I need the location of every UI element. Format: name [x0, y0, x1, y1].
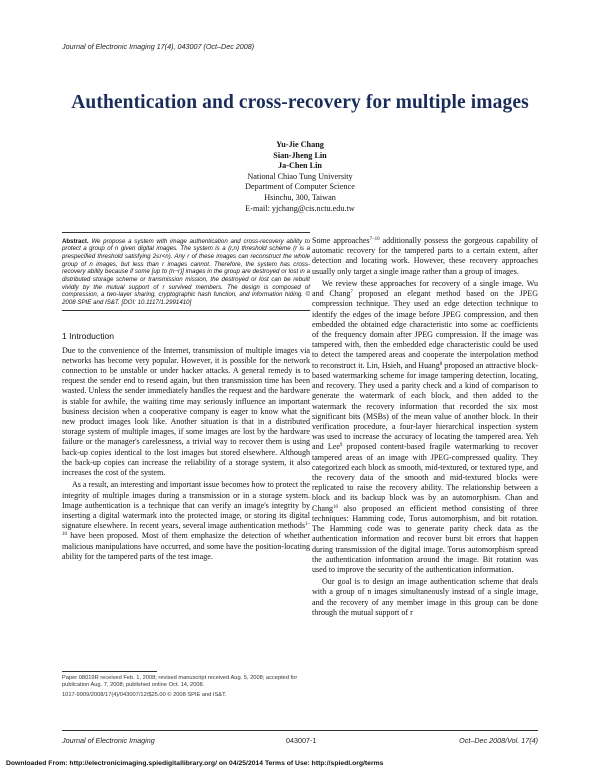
- affiliation-line: Hsinchu, 300, Taiwan: [264, 192, 336, 202]
- citation-ref[interactable]: 9: [339, 443, 343, 449]
- citation-ref[interactable]: 7–10: [369, 237, 380, 242]
- footer-issue: Oct–Dec 2008/Vol. 17(4): [459, 736, 538, 745]
- paragraph-text: proposed an elegant method based on the JPEG compression technique. They used an edge detection technique to identify the edges of the image before JPEG compression, and then embedded the obtained edge characteristic into some ac coefficients of the frequency domain after JPEG compression. If the image was tampered with, then the embedded edge characteristic could be used to detect the tampered areas and cooperate the interpolation method to reconstruct it. Lin, Hsieh, and Huang: [312, 289, 539, 370]
- section-heading: 1 Introduction: [62, 330, 115, 341]
- introduction-body: [62, 346, 310, 563]
- footnote-received: Paper 08019R received Feb. 1, 2008; revised manuscript received Aug. 5, 2008; accepted for publication Aug. 7, 2008; published online Oct. 14, 2008.: [62, 674, 298, 688]
- download-notice: Downloaded From: http://electronicimaging.spiedigitallibrary.org/ on 04/25/2014 Terms of Use: http://spiedl.org/terms: [6, 760, 384, 767]
- abstract-doi: [DOI: 10.1117/1.2991410]: [121, 299, 192, 307]
- page-number: 043007-1: [286, 736, 317, 745]
- footnote-block: [62, 671, 310, 700]
- author-block: [0, 140, 600, 214]
- abstract: [62, 238, 310, 307]
- abstract-text: We propose a system with image authentication and cross-recovery ability to protect a group of n given digital images. The system is a (r,n) threshold scheme (r is a prespecified threshold satisfying 2≤r<n). Any r of these images can reconstruct the whole group of n images, but less than r images cannot. Therefore, the system has cross-recovery ability because if some [up to (n−r)] images in the group are destroyed or lost in a distributed storage scheme or transmission mission, the destroyed or lost can be rebuilt vividly by the mutual support of r survived members. The design is composed of compression, a two-layer sharing, cryptographic hash function, and information hiding. © 2008 SPIE and IS&T.: [62, 237, 310, 307]
- paragraph-text: proposed an attractive block-based watermarking scheme for image tampering detection, locating, and recovery. They used a parity check and a kind of comparison to generate the watermark of each block, and then added to the watermark the recovery information that recorded the six most significant bits (MSBs) of the mean value of another block. In their verification procedure, a four-layer hierarchical inspection system was used to increase the accuracy of locating the tampered area. Yeh and Lee: [312, 360, 538, 452]
- paragraph: [312, 236, 538, 277]
- citation-ref[interactable]: 7: [350, 290, 353, 296]
- paragraph-text: As a result, an interesting and important issue becomes how to protect the integrity of multiple images during a transmission or in a storage system. Image authentication is a technique that can verify an image's integrity by inserting a digital watermark into the protected image, or storing its digital signature elsewhere. In recent years, several image authentication methods: [62, 480, 310, 531]
- paragraph-text: additionally possess the gorgeous capability of automatic recovery for the tampered parts to a certain extent, after detection and locating work. However, these recovery approaches usually only target a single image rather than a group of images.: [312, 236, 538, 276]
- author-name: Ja-Chen Lin: [278, 161, 322, 171]
- paragraph-text: proposed content-based fragile watermarking to recover tampered areas of an image with JPEG-compressed quality. They categorized each block as smooth, mid-textured, or textured type, and the recovery data of the smooth and mid-textured blocks were replicated to raise the recovery ability. The relationship between a block and its backup block was by an automorphism. Chan and Chang: [312, 442, 538, 513]
- footer-journal: Journal of Electronic Imaging: [62, 736, 155, 745]
- paragraph-text: also proposed an efficient method consisting of three techniques: Hamming code, Torus automorphism, and bit rotation. The Hamming code was to generate parity check data as the authentication information and recover burst bit errors that happen during transmission of the digital image. Torus automorphism spread the authentication information around the image. Bit rotation was used to improve the security of the authentication information.: [312, 503, 538, 574]
- abstract-label: Abstract.: [62, 237, 89, 245]
- citation-ref[interactable]: 8: [439, 361, 443, 367]
- paragraph-text: have been proposed. Most of them emphasize the detection of whether malicious manipulations have occurred, and some have the position-locating ability for the tampered parts of the test image.: [62, 531, 310, 561]
- affiliation-line: National Chiao Tung University: [247, 171, 353, 181]
- affiliation-line: Department of Computer Science: [245, 182, 355, 192]
- footnote-rule: [62, 671, 157, 672]
- paragraph: Due to the convenience of the Internet, transmission of multiple images via networks has become very popular. However, it is possible for the network connection to be unstable or under hacker attacks. A general remedy is to request the sender end to resend again, but then transmission time has been wasted. Unless the sender immediately handles the request and the hardware is stable for awhile, the waiting time may seriously influence an important business decision when a cooperative company is eager to know what the new product images look like. Another situation is that in a distributed storage system of multiple images, if some images are lost by the hardware failure or the manager's carelessness, a trivial way to recover them is using back-up copies identical to the lost images but stored elsewhere. Although the back-up copies can increase the reliability of a storage system, it also increases the cost of the system.: [62, 345, 310, 478]
- footnote-copyright: 1017-9909/2008/17(4)/043007/12/$25.00 © 2008 SPIE and IS&T.: [62, 692, 227, 699]
- running-header: Journal of Electronic Imaging 17(4), 043007 (Oct–Dec 2008): [62, 42, 255, 51]
- author-email: E-mail: yjchang@cis.nctu.edu.tw: [245, 203, 355, 213]
- citation-ref[interactable]: 1–10: [62, 522, 310, 538]
- author-name: Sian-Jheng Lin: [273, 150, 327, 160]
- paragraph: [312, 279, 538, 575]
- right-column: [312, 236, 538, 618]
- paragraph: [62, 480, 310, 562]
- paper-title: Authentication and cross-recovery for multiple images: [71, 92, 529, 113]
- citation-ref[interactable]: 10: [333, 504, 339, 510]
- abstract-bottom-rule: [62, 310, 310, 311]
- abstract-top-rule: [62, 232, 310, 233]
- author-name: Yu-Jie Chang: [276, 140, 324, 149]
- paragraph: Our goal is to design an image authentication scheme that deals with a group of n images simultaneously instead of a single image, and the recovery of any member image in this group can be done through the mutual support of r: [312, 577, 538, 617]
- paragraph-text: Some approaches: [312, 236, 370, 245]
- footer-rule: [62, 730, 538, 731]
- left-column: [62, 232, 310, 562]
- paragraph-text: We review these approaches for recovery of a single image. Wu and Chang: [312, 278, 538, 299]
